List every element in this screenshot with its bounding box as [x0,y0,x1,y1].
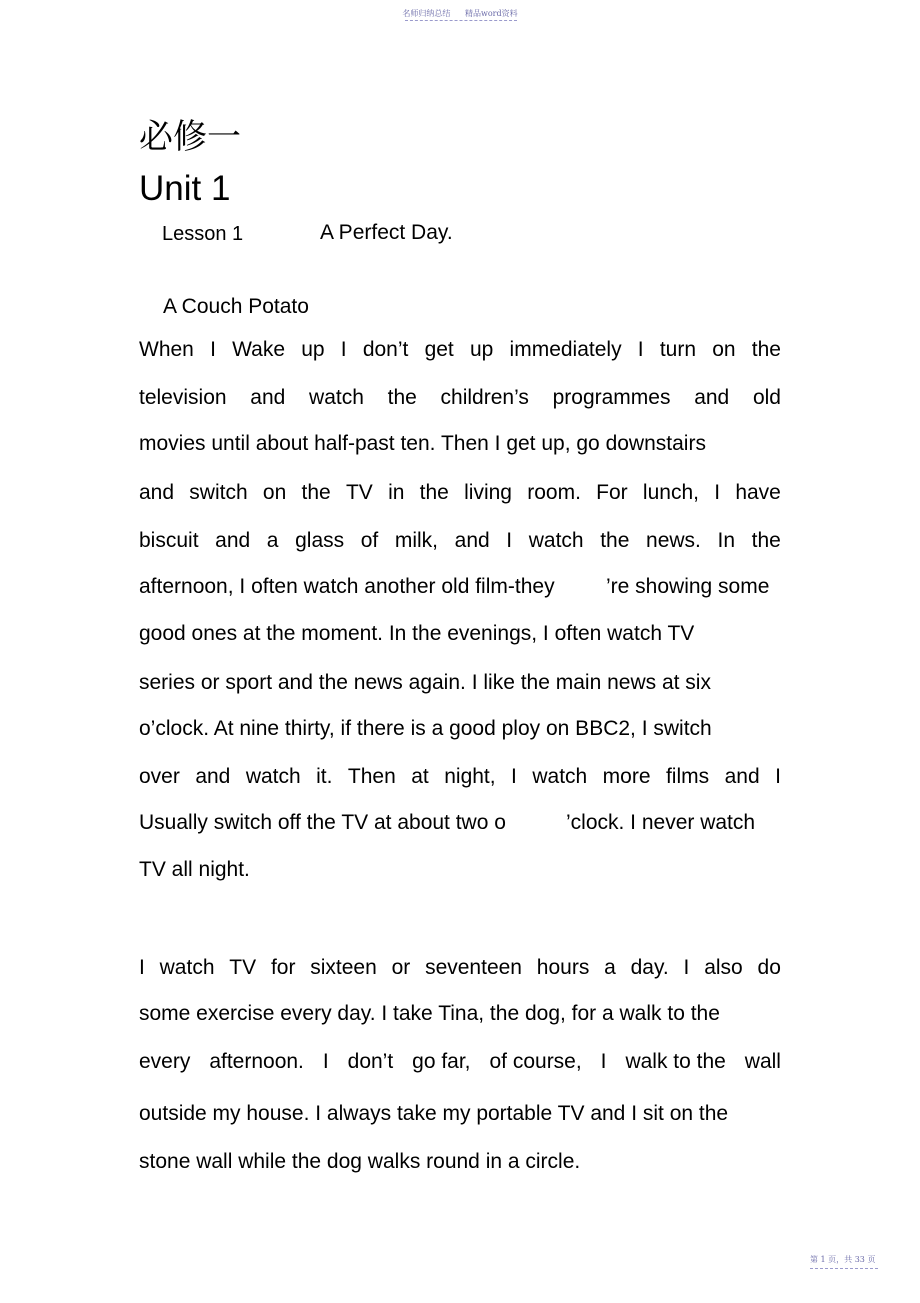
word: and [454,529,490,552]
word: do [757,956,781,979]
word: Then [347,765,396,788]
word: over [139,765,180,788]
text-line: ’clock. I never watch [566,811,756,834]
word: more [602,765,651,788]
word: I [683,956,690,979]
word: and [250,386,286,409]
word: wall [744,1050,781,1073]
text-line [139,1049,781,1075]
lesson-label: Lesson 1 [162,223,244,245]
word: Wake [232,338,286,361]
word: for [270,956,296,979]
word: the [600,529,630,552]
word: television [139,386,227,409]
word: sixteen [310,956,377,979]
word: also [704,956,743,979]
word: at [411,765,429,788]
word: I [322,1050,329,1073]
text-line [139,480,781,506]
word: hours [536,956,590,979]
word: glass [295,529,345,552]
word: I [340,338,347,361]
text-line: ’re showing some [606,575,770,598]
word: programmes [552,386,671,409]
unit-title: Unit 1 [139,169,231,208]
word: get [424,338,454,361]
word: news. [646,529,701,552]
word: lunch, [642,481,699,504]
word: seventeen [425,956,522,979]
word: I [637,338,644,361]
text-line: movies until about half-past ten. Then I get up, go downstairs [139,432,706,455]
text-line: good ones at the moment. In the evenings, I often watch TV [139,622,695,645]
word: I [210,338,216,361]
word: I [139,956,145,979]
word: and [139,481,175,504]
word: turn [659,338,697,361]
word: When [139,338,194,361]
word: a [604,956,616,979]
text-line: TV all night. [139,858,250,881]
text-line [139,385,781,411]
word: up [301,338,325,361]
text-line: outside my house. I always take my portable TV and I sit on the [139,1102,729,1125]
word: I [600,1050,607,1073]
word: of course, [489,1050,582,1073]
word: it. [316,765,333,788]
text-line: afternoon, I often watch another old film-they [139,575,555,598]
text-line: o’clock. At nine thirty, if there is a good ploy on BBC2, I switch [139,717,712,740]
footer-dashed-rule [810,1268,878,1269]
word: I [506,529,513,552]
text-line [139,764,781,790]
text-line: some exercise every day. I take Tina, the dog, for a walk to the [139,1002,720,1025]
text-line [139,955,781,981]
module-title: 必修一 [139,117,241,157]
word: and [724,765,760,788]
word: For [596,481,628,504]
word: the [751,338,781,361]
word: watch [159,956,215,979]
header-watermark [0,8,920,19]
word: TV [229,956,257,979]
word: films [665,765,710,788]
header-right-text: 精品word资料 [464,9,518,18]
word: the [751,529,781,552]
text-line: series or sport and the news again. I like the main news at six [139,671,711,694]
word: the [301,481,331,504]
word: in [388,481,405,504]
word: or [391,956,411,979]
word: a [266,529,279,552]
word: and [694,386,730,409]
word: and [195,765,231,788]
word: and [215,529,251,552]
text-line: Usually switch off the TV at about two o [139,811,506,834]
word: biscuit [139,529,199,552]
word: afternoon. [209,1050,304,1073]
word: watch [532,765,588,788]
word: In [717,529,736,552]
header-dashed-rule [405,20,517,21]
header-left-text: 名师归纳总结 [402,9,451,18]
word: every [139,1050,191,1073]
word: night, [444,765,496,788]
text-line: stone wall while the dog walks round in a circle. [139,1150,581,1173]
word: switch [189,481,248,504]
page-number: 第 1 页，共 33 页 [810,1255,876,1264]
word: room. [527,481,581,504]
word: go far, [412,1050,471,1073]
word: the [387,386,417,409]
word: walk to the [625,1050,726,1073]
word: the [419,481,449,504]
word: day. [630,956,669,979]
word: old [752,386,781,409]
word: I [511,765,517,788]
word: up [469,338,494,361]
text-line [139,337,781,363]
word: don’t [362,338,409,361]
word: milk, [394,529,439,552]
word: I [714,481,721,504]
word: watch [309,386,364,409]
lesson-title: A Perfect Day. [320,221,453,244]
word: of [360,529,379,552]
word: watch [528,529,584,552]
word: on [262,481,287,504]
word: TV [345,481,373,504]
word: on [712,338,736,361]
word: watch [245,765,301,788]
word: living [464,481,512,504]
word: immediately [509,338,622,361]
passage-title: A Couch Potato [163,295,309,318]
word: I [775,765,781,788]
word: have [735,481,781,504]
text-line [139,528,781,554]
word: children’s [440,386,529,409]
word: don’t [347,1050,394,1073]
